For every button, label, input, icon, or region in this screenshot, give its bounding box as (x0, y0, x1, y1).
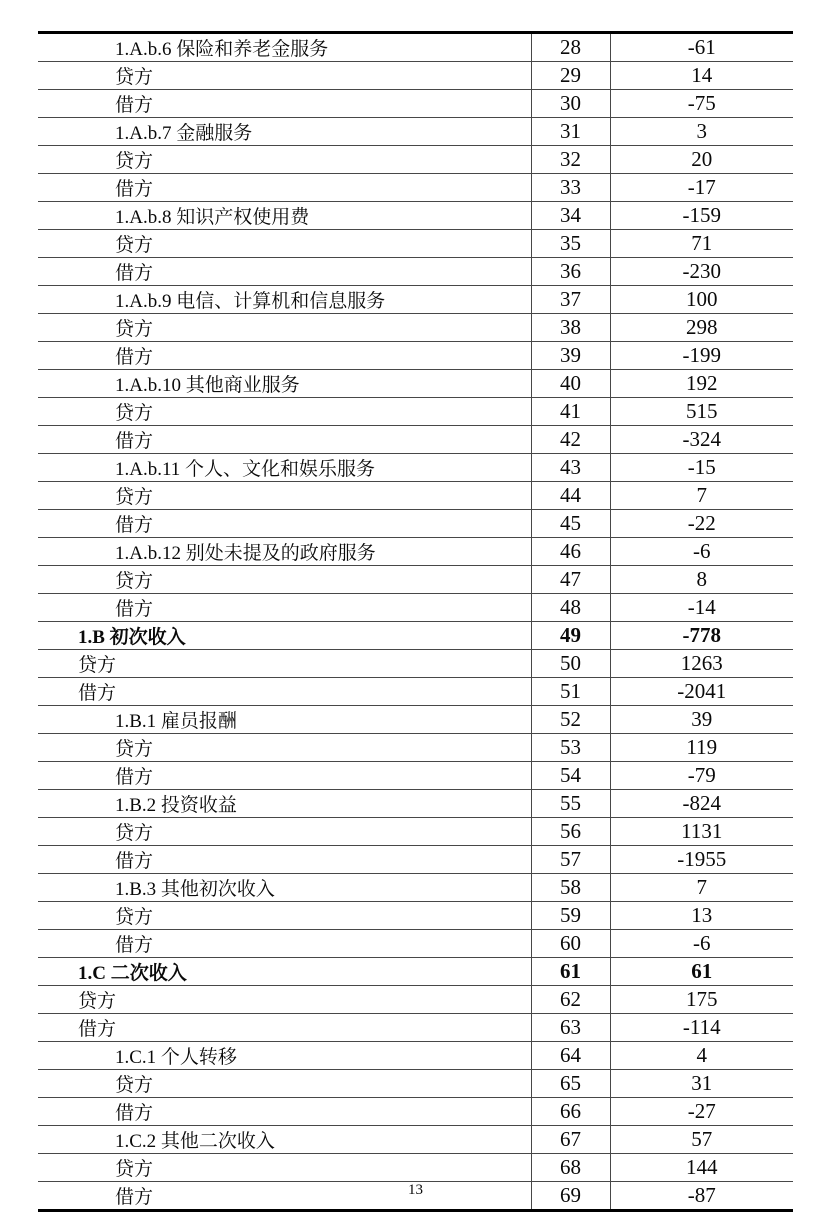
row-number: 58 (531, 874, 610, 902)
row-number: 31 (531, 118, 610, 146)
item-label: 1.C.2 其他二次收入 (38, 1126, 531, 1154)
item-label: 借方 (38, 90, 531, 118)
table-row (38, 1042, 793, 1070)
table-row (38, 846, 793, 874)
row-number: 54 (531, 762, 610, 790)
row-value: 119 (610, 734, 793, 762)
row-value: -87 (610, 1182, 793, 1211)
row-value: -15 (610, 454, 793, 482)
item-label: 借方 (38, 1098, 531, 1126)
item-label: 1.C 二次收入 (38, 958, 531, 986)
table-row (38, 818, 793, 846)
item-label: 借方 (38, 510, 531, 538)
row-number: 55 (531, 790, 610, 818)
row-value: -79 (610, 762, 793, 790)
item-label: 1.B.3 其他初次收入 (38, 874, 531, 902)
row-value: 39 (610, 706, 793, 734)
row-value: -324 (610, 426, 793, 454)
table-row (38, 286, 793, 314)
row-value: 515 (610, 398, 793, 426)
table-row (38, 986, 793, 1014)
table-row (38, 230, 793, 258)
item-label: 1.A.b.7 金融服务 (38, 118, 531, 146)
item-label: 借方 (38, 930, 531, 958)
row-number: 51 (531, 678, 610, 706)
row-value: 57 (610, 1126, 793, 1154)
table-row (38, 482, 793, 510)
item-label: 1.A.b.11 个人、文化和娱乐服务 (38, 454, 531, 482)
item-label: 贷方 (38, 818, 531, 846)
item-label: 借方 (38, 678, 531, 706)
row-number: 41 (531, 398, 610, 426)
row-number: 28 (531, 33, 610, 62)
table-row (38, 1070, 793, 1098)
row-value: 144 (610, 1154, 793, 1182)
table-row (38, 398, 793, 426)
row-value: 175 (610, 986, 793, 1014)
row-number: 62 (531, 986, 610, 1014)
table-row (38, 314, 793, 342)
table-row (38, 622, 793, 650)
item-label: 借方 (38, 174, 531, 202)
item-label: 贷方 (38, 1070, 531, 1098)
row-number: 42 (531, 426, 610, 454)
row-value: -61 (610, 33, 793, 62)
item-label: 贷方 (38, 566, 531, 594)
row-value: 71 (610, 230, 793, 258)
item-label: 1.A.b.8 知识产权使用费 (38, 202, 531, 230)
row-number: 44 (531, 482, 610, 510)
row-value: 13 (610, 902, 793, 930)
table-row (38, 510, 793, 538)
item-label: 1.A.b.12 别处未提及的政府服务 (38, 538, 531, 566)
item-label: 借方 (38, 426, 531, 454)
table-row (38, 1126, 793, 1154)
row-value: 298 (610, 314, 793, 342)
row-value: -1955 (610, 846, 793, 874)
item-label: 1.B.2 投资收益 (38, 790, 531, 818)
table-row (38, 930, 793, 958)
table-row (38, 706, 793, 734)
row-number: 46 (531, 538, 610, 566)
item-label: 贷方 (38, 62, 531, 90)
row-number: 40 (531, 370, 610, 398)
item-label: 贷方 (38, 398, 531, 426)
table-row (38, 594, 793, 622)
row-value: -17 (610, 174, 793, 202)
item-label: 贷方 (38, 230, 531, 258)
table-row (38, 1154, 793, 1182)
row-number: 52 (531, 706, 610, 734)
row-value: -75 (610, 90, 793, 118)
table-row (38, 1014, 793, 1042)
item-label: 借方 (38, 258, 531, 286)
table-row (38, 118, 793, 146)
row-value: 7 (610, 482, 793, 510)
row-number: 29 (531, 62, 610, 90)
row-number: 39 (531, 342, 610, 370)
row-value: -6 (610, 930, 793, 958)
item-label: 贷方 (38, 1154, 531, 1182)
row-value: -824 (610, 790, 793, 818)
item-label: 借方 (38, 342, 531, 370)
table-row (38, 566, 793, 594)
item-label: 1.A.b.9 电信、计算机和信息服务 (38, 286, 531, 314)
row-number: 33 (531, 174, 610, 202)
row-value: 31 (610, 1070, 793, 1098)
item-label: 借方 (38, 762, 531, 790)
row-number: 45 (531, 510, 610, 538)
item-label: 贷方 (38, 986, 531, 1014)
table-row (38, 146, 793, 174)
row-value: 192 (610, 370, 793, 398)
row-number: 67 (531, 1126, 610, 1154)
row-value: -778 (610, 622, 793, 650)
table-row (38, 342, 793, 370)
table-row (38, 734, 793, 762)
row-number: 50 (531, 650, 610, 678)
row-number: 64 (531, 1042, 610, 1070)
table-row (38, 33, 793, 62)
item-label: 贷方 (38, 902, 531, 930)
row-value: -14 (610, 594, 793, 622)
table-row (38, 90, 793, 118)
row-number: 35 (531, 230, 610, 258)
item-label: 借方 (38, 1014, 531, 1042)
row-number: 65 (531, 1070, 610, 1098)
table-row (38, 174, 793, 202)
table-row (38, 426, 793, 454)
row-number: 48 (531, 594, 610, 622)
table-row (38, 202, 793, 230)
item-label: 贷方 (38, 314, 531, 342)
row-value: -27 (610, 1098, 793, 1126)
row-value: -114 (610, 1014, 793, 1042)
row-number: 57 (531, 846, 610, 874)
row-value: -230 (610, 258, 793, 286)
row-number: 36 (531, 258, 610, 286)
balance-of-payments-table (38, 31, 793, 1212)
row-value: -159 (610, 202, 793, 230)
row-value: 14 (610, 62, 793, 90)
row-number: 59 (531, 902, 610, 930)
item-label: 1.A.b.10 其他商业服务 (38, 370, 531, 398)
row-number: 56 (531, 818, 610, 846)
row-number: 49 (531, 622, 610, 650)
item-label: 借方 (38, 1182, 531, 1211)
row-value: 4 (610, 1042, 793, 1070)
item-label: 借方 (38, 594, 531, 622)
table-row (38, 62, 793, 90)
item-label: 1.A.b.6 保险和养老金服务 (38, 33, 531, 62)
item-label: 1.B.1 雇员报酬 (38, 706, 531, 734)
row-number: 30 (531, 90, 610, 118)
row-number: 38 (531, 314, 610, 342)
row-number: 61 (531, 958, 610, 986)
row-number: 32 (531, 146, 610, 174)
row-value: 20 (610, 146, 793, 174)
row-number: 63 (531, 1014, 610, 1042)
row-value: -199 (610, 342, 793, 370)
row-value: -22 (610, 510, 793, 538)
row-number: 60 (531, 930, 610, 958)
row-number: 37 (531, 286, 610, 314)
row-value: -6 (610, 538, 793, 566)
row-number: 68 (531, 1154, 610, 1182)
table-row (38, 790, 793, 818)
row-number: 66 (531, 1098, 610, 1126)
table-row (38, 1098, 793, 1126)
row-value: 100 (610, 286, 793, 314)
row-number: 53 (531, 734, 610, 762)
item-label: 贷方 (38, 482, 531, 510)
table-row (38, 538, 793, 566)
table-row (38, 902, 793, 930)
table-row (38, 454, 793, 482)
row-value: 7 (610, 874, 793, 902)
table-row (38, 762, 793, 790)
table-row (38, 874, 793, 902)
row-value: -2041 (610, 678, 793, 706)
row-value: 3 (610, 118, 793, 146)
row-value: 8 (610, 566, 793, 594)
row-number: 69 (531, 1182, 610, 1211)
table-row (38, 678, 793, 706)
row-value: 61 (610, 958, 793, 986)
table-body (38, 33, 793, 1211)
row-number: 34 (531, 202, 610, 230)
item-label: 1.C.1 个人转移 (38, 1042, 531, 1070)
table-row (38, 958, 793, 986)
item-label: 贷方 (38, 734, 531, 762)
row-number: 43 (531, 454, 610, 482)
table-row (38, 650, 793, 678)
table-row (38, 258, 793, 286)
table-row (38, 370, 793, 398)
item-label: 1.B 初次收入 (38, 622, 531, 650)
row-value: 1131 (610, 818, 793, 846)
item-label: 贷方 (38, 146, 531, 174)
row-number: 47 (531, 566, 610, 594)
page-number: 13 (408, 1182, 423, 1198)
item-label: 贷方 (38, 650, 531, 678)
row-value: 1263 (610, 650, 793, 678)
item-label: 借方 (38, 846, 531, 874)
